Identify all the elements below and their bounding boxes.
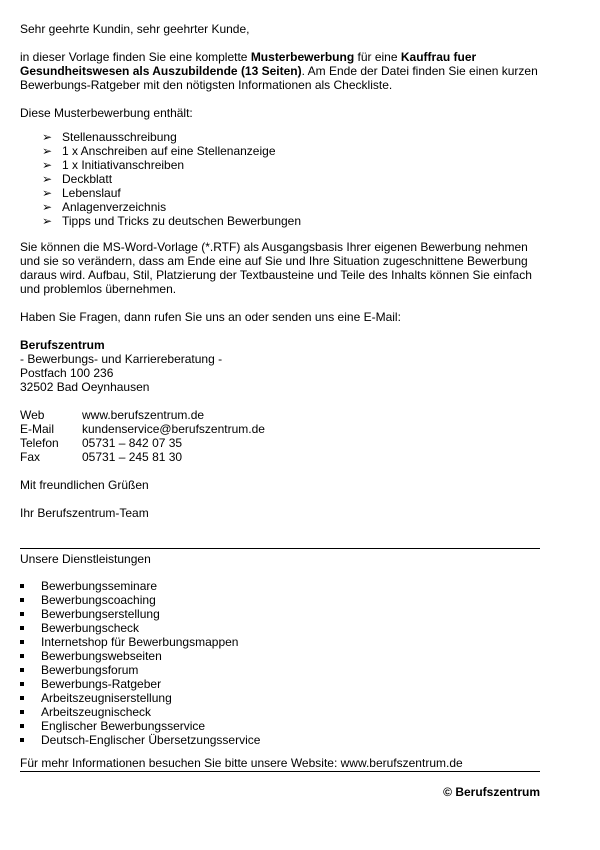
- arrow-bullet-icon: ➢: [42, 144, 53, 158]
- arrow-bullet-icon: ➢: [42, 158, 53, 172]
- usage-paragraph: Sie können die MS-Word-Vorlage (*.RTF) als Ausgangsbasis Ihrer eigenen Bewerbung nehmen und sie so verändern, dass am Ende eine auf Sie und Ihre Situation zugeschnittene Bewerbung daraus wird. Aufbau, Stil, Platzierung der Textbausteine und Teile des Inhalts können Sie einfach und problemlos übernehmen.: [20, 240, 532, 296]
- square-bullet-icon: [20, 682, 24, 686]
- company-tagline: - Bewerbungs- und Karriereberatung -: [20, 352, 223, 366]
- contents-list: [20, 130, 540, 228]
- square-bullet-icon: [20, 738, 24, 742]
- website-link[interactable]: www.berufszentrum.de: [82, 408, 205, 422]
- list-item: Bewerbungscoaching: [20, 593, 540, 607]
- list-item: Bewerbungsforum: [20, 663, 540, 677]
- address-line-1: Postfach 100 236: [20, 366, 114, 380]
- signature: Ihr Berufszentrum-Team: [20, 506, 149, 520]
- footer-info: Für mehr Informationen besuchen Sie bitte unsere Website: www.berufszentrum.de: [20, 756, 540, 772]
- square-bullet-icon: [20, 626, 24, 630]
- services-heading: Unsere Dienstleistungen: [20, 548, 540, 566]
- list-item: ➢ 1 x Initiativanschreiben: [42, 158, 185, 172]
- contact-label: Fax: [20, 450, 41, 464]
- contact-label: E-Mail: [20, 422, 55, 436]
- intro-text-2: für eine: [354, 50, 401, 64]
- list-item: Arbeitszeugnischeck: [20, 705, 540, 719]
- list-item: ➢ Deckblatt: [42, 172, 113, 186]
- questions-paragraph: Haben Sie Fragen, dann rufen Sie uns an oder senden uns eine E-Mail:: [20, 310, 401, 324]
- square-bullet-icon: [20, 724, 24, 728]
- list-item: ➢ Lebenslauf: [42, 186, 121, 200]
- document-page: [20, 22, 540, 799]
- list-item: Bewerbungswebseiten: [20, 649, 540, 663]
- square-bullet-icon: [20, 710, 24, 714]
- contact-row-fax: [20, 450, 265, 464]
- intro-text-1: in dieser Vorlage finden Sie eine komplette: [20, 50, 251, 64]
- list-item: Bewerbungscheck: [20, 621, 540, 635]
- square-bullet-icon: [20, 612, 24, 616]
- contact-label: Telefon: [20, 436, 59, 450]
- intro-paragraph: [20, 50, 540, 92]
- list-item: ➢ Stellenausschreibung: [42, 130, 177, 144]
- closing: Mit freundlichen Grüßen: [20, 478, 149, 492]
- arrow-bullet-icon: ➢: [42, 186, 53, 200]
- contact-table: [20, 408, 265, 464]
- square-bullet-icon: [20, 668, 24, 672]
- contents-heading: Diese Musterbewerbung enthält:: [20, 106, 193, 120]
- company-name: Berufszentrum: [20, 338, 105, 352]
- email-link[interactable]: kundenservice@berufszentrum.de: [82, 422, 265, 436]
- square-bullet-icon: [20, 598, 24, 602]
- contact-row-web: [20, 408, 265, 422]
- arrow-bullet-icon: ➢: [42, 130, 53, 144]
- company-address: [20, 338, 540, 394]
- arrow-bullet-icon: ➢: [42, 214, 53, 228]
- list-item: ➢ Anlagenverzeichnis: [42, 200, 167, 214]
- phone-value: 05731 – 842 07 35: [82, 436, 183, 450]
- contact-row-phone: [20, 436, 265, 450]
- contact-label: Web: [20, 408, 45, 422]
- list-item: Arbeitszeugniserstellung: [20, 691, 540, 705]
- intro-bold-2: Kauffrau fuer Gesundheitswesen als Auszubildende (13 Seiten): [20, 50, 477, 78]
- arrow-bullet-icon: ➢: [42, 200, 53, 214]
- services-list: [20, 579, 540, 747]
- list-item: Internetshop für Bewerbungsmappen: [20, 635, 540, 649]
- list-item: Bewerbungs-Ratgeber: [20, 677, 540, 691]
- address-line-2: 32502 Bad Oeynhausen: [20, 380, 150, 394]
- list-item: Englischer Bewerbungsservice: [20, 719, 540, 733]
- copyright: © Berufszentrum: [443, 785, 540, 799]
- square-bullet-icon: [20, 584, 24, 588]
- contact-row-email: [20, 422, 265, 436]
- list-item: ➢ Tipps und Tricks zu deutschen Bewerbungen: [42, 214, 302, 228]
- arrow-bullet-icon: ➢: [42, 172, 53, 186]
- list-item: Bewerbungserstellung: [20, 607, 540, 621]
- salutation: Sehr geehrte Kundin, sehr geehrter Kunde,: [20, 22, 250, 36]
- list-item: Bewerbungsseminare: [20, 579, 540, 593]
- intro-bold-1: Musterbewerbung: [250, 50, 355, 64]
- list-item: Deutsch-Englischer Übersetzungsservice: [20, 733, 540, 747]
- intro-text-3: . Am Ende der Datei finden Sie einen kurzen Bewerbungs-Ratgeber mit den nötigsten Informationen als Checkliste.: [20, 64, 538, 92]
- list-item: ➢ 1 x Anschreiben auf eine Stellenanzeige: [42, 144, 276, 158]
- fax-value: 05731 – 245 81 30: [82, 450, 183, 464]
- square-bullet-icon: [20, 640, 24, 644]
- square-bullet-icon: [20, 654, 24, 658]
- square-bullet-icon: [20, 696, 24, 700]
